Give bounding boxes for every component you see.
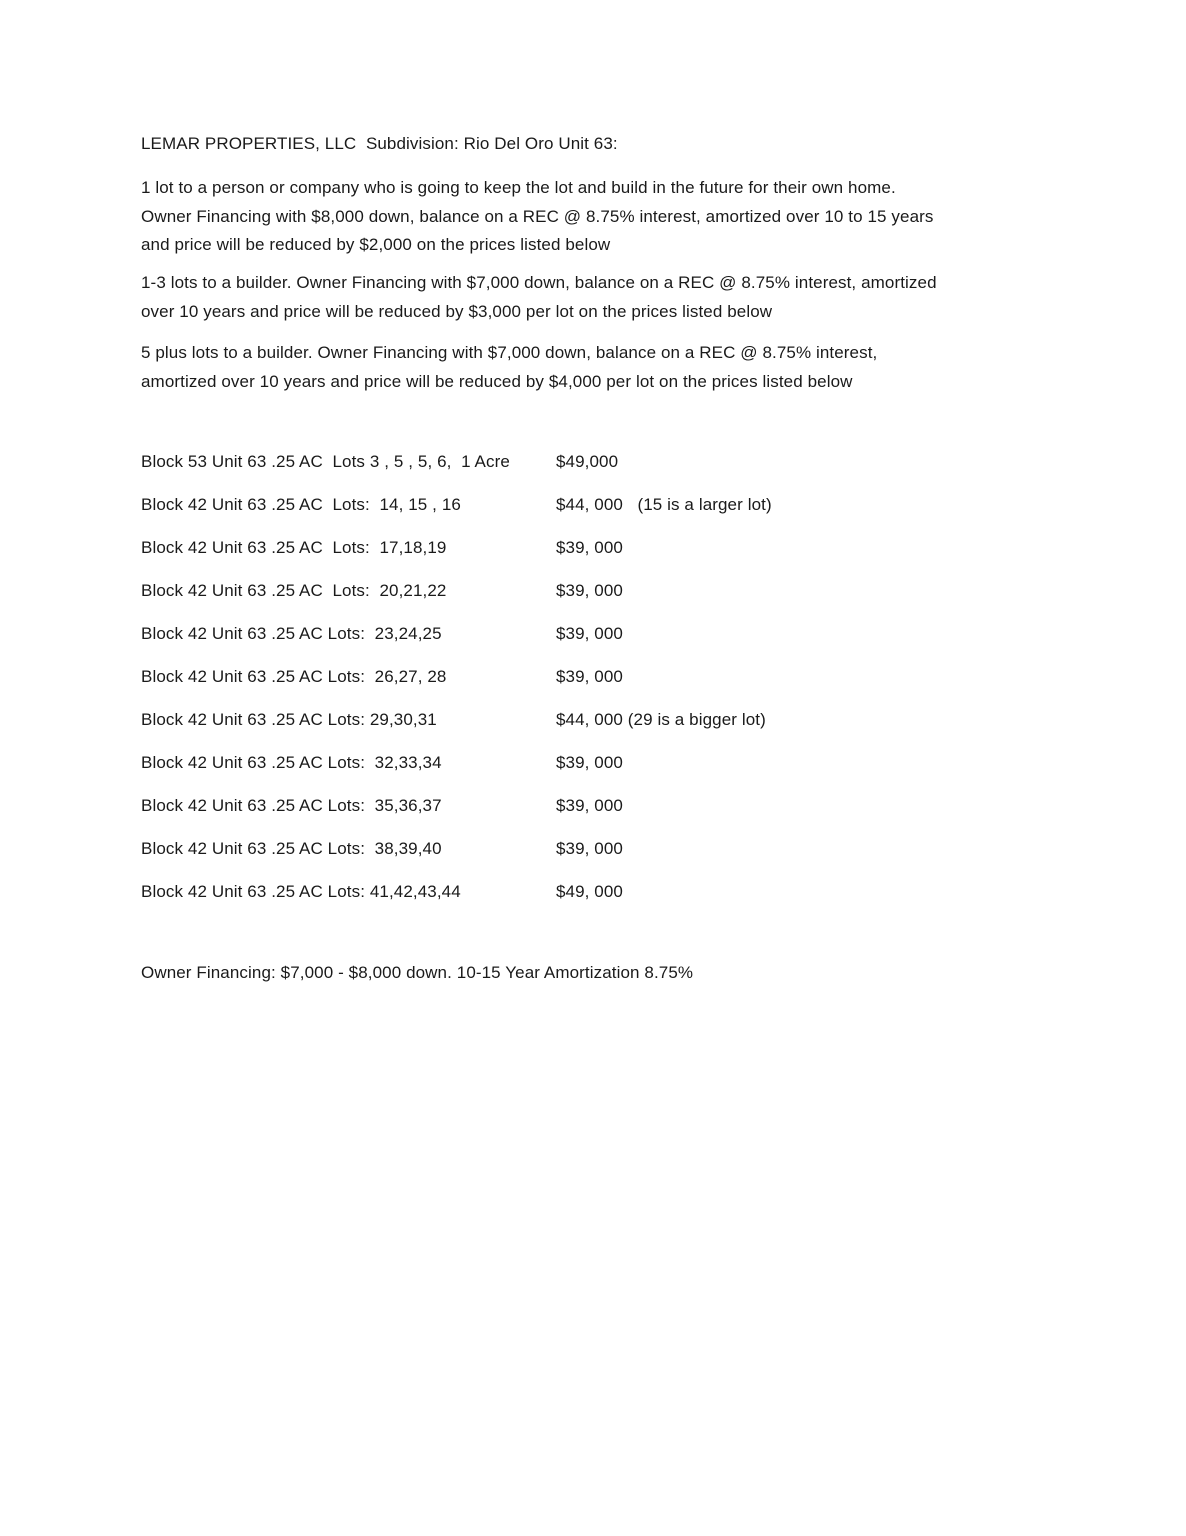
lot-price: $39, 000 bbox=[556, 624, 623, 643]
lot-label: Block 42 Unit 63 .25 AC Lots: 23,24,25 bbox=[141, 624, 442, 643]
lot-listing-row bbox=[141, 878, 772, 907]
lot-label: Block 42 Unit 63 .25 AC Lots: 26,27, 28 bbox=[141, 667, 447, 686]
lot-price: $44, 000 (29 is a bigger lot) bbox=[556, 710, 766, 729]
paragraph-line: 5 plus lots to a builder. Owner Financing with $7,000 down, balance on a REC @ 8.75% interest, bbox=[141, 343, 878, 362]
lot-label: Block 42 Unit 63 .25 AC Lots: 17,18,19 bbox=[141, 538, 447, 557]
paragraph-line: 1 lot to a person or company who is going to keep the lot and build in the future for their own home. bbox=[141, 178, 896, 197]
lot-price: $39, 000 bbox=[556, 538, 623, 557]
lot-label: Block 53 Unit 63 .25 AC Lots 3 , 5 , 5, 6, 1 Acre bbox=[141, 452, 510, 471]
paragraph-line: and price will be reduced by $2,000 on the prices listed below bbox=[141, 235, 611, 254]
lot-price: $44, 000 (15 is a larger lot) bbox=[556, 495, 772, 514]
lot-listing-row bbox=[141, 491, 772, 520]
paragraph-line: 1-3 lots to a builder. Owner Financing with $7,000 down, balance on a REC @ 8.75% interest, amortized bbox=[141, 273, 937, 292]
document-title: LEMAR PROPERTIES, LLC Subdivision: Rio Del Oro Unit 63: bbox=[141, 134, 618, 153]
lot-listing-row bbox=[141, 448, 772, 477]
lot-label: Block 42 Unit 63 .25 AC Lots: 41,42,43,44 bbox=[141, 882, 461, 901]
paragraph-line: Owner Financing with $8,000 down, balance on a REC @ 8.75% interest, amortized over 10 to 15 years bbox=[141, 206, 934, 226]
paragraph-1-3-lots-terms bbox=[141, 269, 937, 326]
lot-listing-row bbox=[141, 835, 772, 864]
lot-label: Block 42 Unit 63 .25 AC Lots: 38,39,40 bbox=[141, 839, 442, 858]
paragraph-5-plus-lots-terms bbox=[141, 339, 877, 396]
lot-listing-row bbox=[141, 663, 772, 692]
paragraph-single-lot-terms bbox=[141, 174, 933, 260]
lot-price: $39, 000 bbox=[556, 839, 623, 858]
lot-price: $49,000 bbox=[556, 452, 619, 471]
lot-listing-row bbox=[141, 706, 772, 735]
lot-listing-row bbox=[141, 792, 772, 821]
lot-price: $49, 000 bbox=[556, 882, 623, 901]
lot-price: $39, 000 bbox=[556, 667, 623, 686]
lot-price: $39, 000 bbox=[556, 753, 623, 772]
lot-label: Block 42 Unit 63 .25 AC Lots: 29,30,31 bbox=[141, 710, 437, 729]
lot-price: $39, 000 bbox=[556, 581, 623, 600]
lot-label: Block 42 Unit 63 .25 AC Lots: 35,36,37 bbox=[141, 796, 442, 815]
paragraph-line: amortized over 10 years and price will be reduced by $4,000 per lot on the prices listed below bbox=[141, 371, 853, 391]
lot-listing-row bbox=[141, 749, 772, 778]
lot-listing-row bbox=[141, 577, 772, 606]
lot-listing-row bbox=[141, 620, 772, 649]
lot-price: $39, 000 bbox=[556, 796, 623, 815]
lot-label: Block 42 Unit 63 .25 AC Lots: 20,21,22 bbox=[141, 581, 447, 600]
paragraph-line: over 10 years and price will be reduced by $3,000 per lot on the prices listed below bbox=[141, 301, 773, 321]
lot-listing-row bbox=[141, 534, 772, 563]
lot-listings bbox=[141, 448, 772, 921]
footer-financing-summary: Owner Financing: $7,000 - $8,000 down. 10-15 Year Amortization 8.75% bbox=[141, 963, 694, 982]
lot-label: Block 42 Unit 63 .25 AC Lots: 14, 15 , 16 bbox=[141, 495, 461, 514]
lot-label: Block 42 Unit 63 .25 AC Lots: 32,33,34 bbox=[141, 753, 442, 772]
